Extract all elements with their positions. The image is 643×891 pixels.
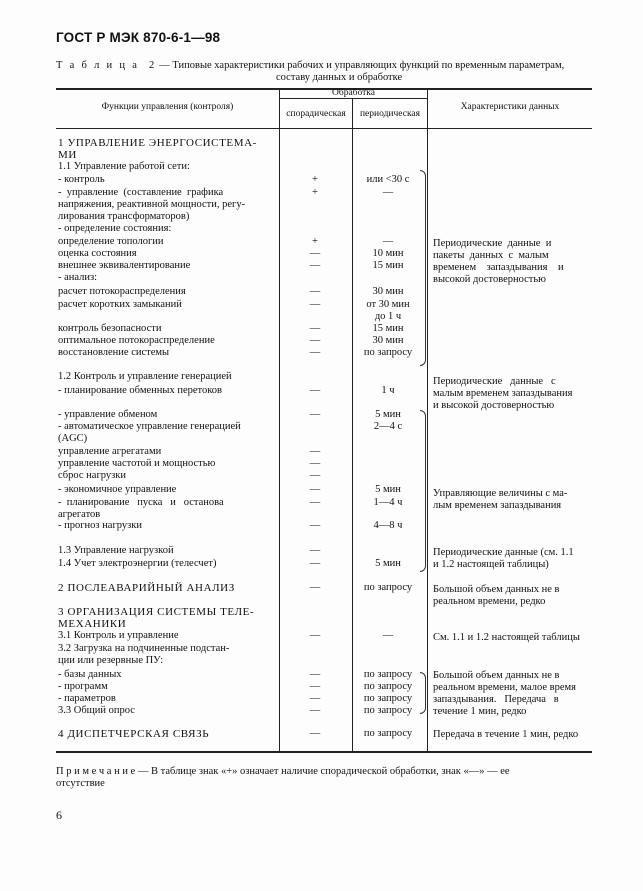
row-periodic: 5 мин [375,484,401,495]
row-sporadic: — [309,520,321,531]
row-periodic: 1—4 ч [373,497,403,508]
row-function: внешнее эквивалентирование [58,260,191,271]
characteristics-6: См. 1.1 и 1.2 настоящей таблицы [433,632,580,643]
row-sporadic: — [309,484,321,495]
characteristics-2: Периодические данные с малым временем запаздывания и высокой достоверностью [433,376,573,411]
row-function: - управление обменом [58,409,158,420]
row-function: 3.1 Контроль и управление [58,630,179,641]
header-processing: Обработка [332,88,375,98]
row-periodic: 15 мин [372,323,404,334]
row-function: 1 УПРАВЛЕНИЕ ЭНЕРГОСИСТЕМА- МИ [58,137,257,161]
note-line2: отсутствие [56,778,105,789]
row-function: - базы данных [58,669,122,680]
row-function: управление агрегатами [58,446,162,457]
row-periodic: 1 ч [381,385,395,396]
row-periodic: 30 мин [372,286,404,297]
header-characteristics: Характеристики данных [460,102,560,112]
page-number: 6 [56,808,62,822]
row-function: 1.3 Управление нагрузкой [58,545,174,556]
row-function: - автоматическое управление генерацией (AGC) [58,421,241,444]
row-function: 1.1 Управление работой сети: [58,161,190,172]
row-function: - параметров [58,693,116,704]
header-functions: Функции управления (контроля) [101,102,234,112]
table-caption [56,60,564,72]
table-note [56,766,510,778]
row-function: - программ [58,681,108,692]
row-function: 3.2 Загрузка на подчиненные подстан- ции или резервные ПУ: [58,643,230,666]
row-sporadic: — [309,347,321,358]
row-sporadic: — [309,582,321,593]
row-periodic: — [382,236,394,247]
row-periodic: 4—8 ч [373,520,403,531]
row-function: - контроль [58,174,105,185]
row-function: определение топологии [58,236,164,247]
row-function: 4 ДИСПЕТЧЕРСКАЯ СВЯЗЬ [58,728,210,740]
row-sporadic: — [309,409,321,420]
row-sporadic: — [309,323,321,334]
row-sporadic: + [312,236,318,247]
row-periodic: по запросу [363,681,413,692]
header-sporadic: спорадическая [286,109,346,119]
row-sporadic: — [309,470,321,481]
row-function: - планирование обменных перетоков [58,385,223,396]
row-sporadic: — [309,681,321,692]
characteristics-4: Периодические данные (см. 1.1 и 1.2 настоящей таблицы) [433,547,574,570]
row-sporadic: — [309,497,321,508]
note-lead: П р и м е ч а н и е [56,766,136,777]
row-function: оптимальное потокораспределение [58,335,215,346]
table-bottom-rule [56,751,592,753]
document-code: ГОСТ Р МЭК 870-6-1—98 [56,30,221,45]
row-function: - определение состояния: [58,223,172,234]
row-sporadic: — [309,669,321,680]
row-periodic: по запросу [363,728,413,739]
row-periodic: по запросу [363,693,413,704]
header-periodic: периодическая [359,109,421,119]
row-function: 2 ПОСЛЕАВАРИЙНЫЙ АНАЛИЗ [58,582,235,594]
row-sporadic: + [312,174,318,185]
row-function: восстановление системы [58,347,170,358]
row-function: расчет потокораспределения [58,286,186,297]
row-periodic: по запросу [363,582,413,593]
row-function: 3.3 Общий опрос [58,705,135,716]
row-sporadic: — [309,728,321,739]
caption-text: — Типовые характеристики рабочих и управляющих функций по временным параметрам, [156,60,565,71]
characteristics-3: Управляющие величины с ма- лым временем запаздывания [433,488,568,511]
row-sporadic: — [309,705,321,716]
row-sporadic: — [309,630,321,641]
brace-1-2 [420,410,426,572]
row-sporadic: — [309,558,321,569]
row-periodic: — [382,187,394,198]
row-function: сброс нагрузки [58,470,126,481]
caption-line2: составу данных и обработке [276,72,403,83]
row-sporadic: — [309,545,321,556]
row-function: - управление (составление графика напряжения, реактивной мощности, регу- лирования трансформаторов) [58,187,246,222]
row-function: - прогноз нагрузки [58,520,143,531]
row-periodic: 15 мин [372,260,404,271]
col-divider-2 [352,98,353,751]
row-periodic: или <30 с [366,174,410,185]
row-function: 3 ОРГАНИЗАЦИЯ СИСТЕМЫ ТЕЛЕ- МЕХАНИКИ [58,606,255,630]
row-function: контроль безопасности [58,323,162,334]
row-periodic: 10 мин [372,248,404,259]
brace-3-2 [420,672,426,714]
brace-1-1 [420,170,426,366]
row-periodic: — [382,630,394,641]
row-function: - планирование пуска и останова агрегатов [58,497,224,520]
caption-lead: Т а б л и ц а 2 [56,60,157,71]
row-periodic: от 30 мин до 1 ч [366,299,410,322]
row-sporadic: — [309,693,321,704]
row-sporadic: — [309,286,321,297]
row-periodic: 5 мин [375,558,401,569]
characteristics-5: Большой объем данных не в реальном времени, редко [433,584,560,607]
row-sporadic: — [309,248,321,259]
row-periodic: 30 мин [372,335,404,346]
table-header-rule [56,128,592,129]
row-sporadic: — [309,385,321,396]
row-sporadic: — [309,458,321,469]
row-sporadic: — [309,260,321,271]
characteristics-1: Периодические данные и пакеты данных с малым временем запаздывания и высокой достоверностью [433,238,564,285]
row-function: оценка состояния [58,248,137,259]
row-periodic: по запросу [363,669,413,680]
characteristics-7: Большой объем данных не в реальном времени, малое время запаздывания. Передача в течение 1 мин, редко [433,670,576,717]
row-sporadic: + [312,187,318,198]
row-periodic: 2—4 с [373,421,403,432]
row-periodic: 5 мин [375,409,401,420]
row-function: управление частотой и мощностью [58,458,216,469]
row-function: 1.2 Контроль и управление генерацией [58,371,232,382]
row-function: - экономичное управление [58,484,177,495]
row-sporadic: — [309,335,321,346]
col-divider-1 [279,88,280,751]
row-function: 1.4 Учет электроэнергии (телесчет) [58,558,217,569]
row-sporadic: — [309,446,321,457]
col-divider-3 [427,88,428,751]
row-sporadic: — [309,299,321,310]
row-function: расчет коротких замыканий [58,299,182,310]
characteristics-8: Передача в течение 1 мин, редко [433,729,579,740]
row-function: - анализ: [58,272,98,283]
row-periodic: по запросу [363,705,413,716]
note-text: — В таблице знак «+» означает наличие спорадической обработки, знак «—» — ее [135,766,510,777]
row-periodic: по запросу [363,347,413,358]
